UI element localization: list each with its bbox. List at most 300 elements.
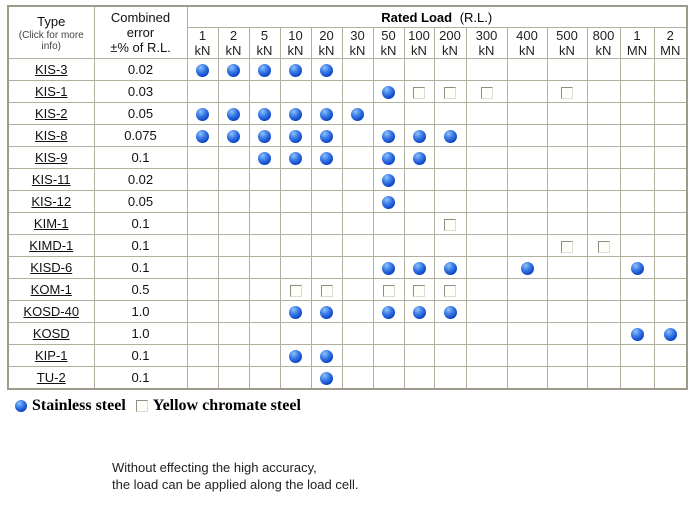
stainless-ball-icon [289, 130, 302, 143]
mark-cell [342, 301, 373, 323]
mark-cell [249, 323, 280, 345]
mark-cell [654, 301, 687, 323]
mark-cell [373, 59, 404, 81]
mark-cell [280, 301, 311, 323]
combined-error-cell: 0.02 [94, 169, 187, 191]
legend-chromate-label: Yellow chromate steel [152, 397, 301, 414]
mark-cell [280, 323, 311, 345]
mark-cell [280, 59, 311, 81]
mark-cell [587, 59, 620, 81]
mark-cell [373, 345, 404, 367]
mark-cell [373, 147, 404, 169]
mark-cell [620, 235, 654, 257]
mark-cell [507, 147, 547, 169]
mark-cell [280, 367, 311, 390]
mark-cell [507, 81, 547, 103]
mark-cell [620, 125, 654, 147]
mark-cell [218, 147, 249, 169]
mark-cell [466, 81, 507, 103]
mark-cell [587, 147, 620, 169]
type-link-kis-8[interactable]: KIS-8 [34, 128, 68, 143]
type-link-kimd-1[interactable]: KIMD-1 [29, 238, 74, 253]
mark-cell [466, 323, 507, 345]
mark-cell [404, 191, 434, 213]
mark-cell [218, 279, 249, 301]
mark-cell [620, 59, 654, 81]
table-row-kom-1 [8, 279, 687, 301]
stainless-ball-icon [196, 130, 209, 143]
type-link-tu-2[interactable]: TU-2 [36, 370, 66, 385]
chromate-square-icon [136, 400, 148, 412]
mark-cell [280, 279, 311, 301]
mark-cell [547, 279, 587, 301]
mark-cell [466, 367, 507, 390]
mark-cell [280, 125, 311, 147]
mark-cell [547, 323, 587, 345]
mark-cell [311, 169, 342, 191]
mark-cell [587, 367, 620, 390]
mark-cell [547, 169, 587, 191]
mark-cell [218, 235, 249, 257]
type-link-kosd[interactable]: KOSD [32, 326, 70, 341]
table-row-tu-2 [8, 367, 687, 390]
mark-cell [249, 147, 280, 169]
stainless-ball-icon [289, 108, 302, 121]
mark-cell [218, 191, 249, 213]
mark-cell [280, 191, 311, 213]
mark-cell [187, 191, 218, 213]
type-cell [8, 345, 94, 367]
mark-cell [547, 345, 587, 367]
mark-cell [187, 81, 218, 103]
mark-cell [507, 103, 547, 125]
chromate-square-icon [413, 87, 425, 99]
combined-error-cell: 0.075 [94, 125, 187, 147]
stainless-ball-icon [351, 108, 364, 121]
mark-cell [547, 81, 587, 103]
stainless-ball-icon [320, 306, 333, 319]
mark-cell [342, 81, 373, 103]
mark-cell [373, 323, 404, 345]
mark-cell [187, 213, 218, 235]
chromate-square-icon [561, 241, 573, 253]
stainless-ball-icon [413, 262, 426, 275]
mark-cell [434, 235, 466, 257]
stainless-ball-icon [289, 64, 302, 77]
legend-stainless-label: Stainless steel [32, 397, 126, 414]
type-link-kis-3[interactable]: KIS-3 [34, 62, 68, 77]
mark-cell [434, 81, 466, 103]
stainless-ball-icon [413, 152, 426, 165]
mark-cell [587, 125, 620, 147]
mark-cell [620, 345, 654, 367]
mark-cell [434, 169, 466, 191]
table-row-kimd-1 [8, 235, 687, 257]
mark-cell [280, 235, 311, 257]
mark-cell [404, 103, 434, 125]
mark-cell [507, 59, 547, 81]
mark-cell [434, 147, 466, 169]
column-header-2-mn: 2 MN [654, 28, 687, 59]
stainless-ball-icon [444, 306, 457, 319]
combined-error-cell: 0.1 [94, 147, 187, 169]
mark-cell [466, 103, 507, 125]
stainless-ball-icon [227, 64, 240, 77]
mark-cell [311, 213, 342, 235]
type-link-kim-1[interactable]: KIM-1 [33, 216, 69, 231]
mark-cell [187, 59, 218, 81]
mark-cell [342, 125, 373, 147]
mark-cell [280, 257, 311, 279]
type-link-kis-9[interactable]: KIS-9 [34, 150, 68, 165]
mark-cell [466, 147, 507, 169]
mark-cell [547, 103, 587, 125]
mark-cell [587, 279, 620, 301]
stainless-ball-icon [444, 130, 457, 143]
footer-line-2: the load can be applied along the load cell. [112, 477, 359, 492]
type-header-subtitle: (Click for more info) [18, 29, 84, 52]
mark-cell [654, 125, 687, 147]
mark-cell [187, 323, 218, 345]
mark-cell [404, 301, 434, 323]
mark-cell [434, 279, 466, 301]
table-row-kis-3 [8, 59, 687, 81]
chromate-square-icon [444, 87, 456, 99]
combined-error-cell: 1.0 [94, 323, 187, 345]
type-cell [8, 147, 94, 169]
error-header-line: Combined [110, 10, 171, 25]
combined-error-cell: 0.1 [94, 345, 187, 367]
type-link-kisd-6[interactable]: KISD-6 [30, 260, 73, 275]
table-row-kis-2 [8, 103, 687, 125]
mark-cell [654, 81, 687, 103]
mark-cell [547, 191, 587, 213]
mark-cell [507, 125, 547, 147]
stainless-ball-icon [320, 64, 333, 77]
type-link-kis-2[interactable]: KIS-2 [34, 106, 68, 121]
table-row-kisd-6 [8, 257, 687, 279]
mark-cell [654, 279, 687, 301]
stainless-ball-icon [413, 306, 426, 319]
table-row-kis-11 [8, 169, 687, 191]
mark-cell [587, 345, 620, 367]
table-row-kosd-40 [8, 301, 687, 323]
mark-cell [218, 367, 249, 390]
column-header-400-kn: 400 kN [507, 28, 547, 59]
mark-cell [547, 59, 587, 81]
mark-cell [466, 279, 507, 301]
mark-cell [342, 279, 373, 301]
chromate-square-icon [383, 285, 395, 297]
mark-cell [547, 125, 587, 147]
table-row-kis-12 [8, 191, 687, 213]
mark-cell [311, 279, 342, 301]
type-cell [8, 81, 94, 103]
mark-cell [587, 103, 620, 125]
mark-cell [373, 279, 404, 301]
mark-cell [187, 147, 218, 169]
stainless-ball-icon [382, 196, 395, 209]
mark-cell [342, 323, 373, 345]
combined-error-cell: 1.0 [94, 301, 187, 323]
stainless-ball-icon [258, 152, 271, 165]
column-header-500-kn: 500 kN [547, 28, 587, 59]
mark-cell [547, 235, 587, 257]
mark-cell [620, 147, 654, 169]
mark-cell [620, 279, 654, 301]
type-link-kip-1[interactable]: KIP-1 [34, 348, 68, 363]
mark-cell [187, 103, 218, 125]
mark-cell [187, 345, 218, 367]
mark-cell [249, 59, 280, 81]
mark-cell [342, 169, 373, 191]
mark-cell [434, 125, 466, 147]
table-row-kosd [8, 323, 687, 345]
mark-cell [311, 191, 342, 213]
rated-load-table [7, 5, 688, 390]
mark-cell [311, 125, 342, 147]
table-row-kim-1 [8, 213, 687, 235]
mark-cell [373, 213, 404, 235]
mark-cell [507, 169, 547, 191]
mark-cell [249, 213, 280, 235]
mark-cell [654, 59, 687, 81]
type-link-kosd-40[interactable]: KOSD-40 [23, 304, 80, 319]
mark-cell [404, 367, 434, 390]
mark-cell [311, 345, 342, 367]
mark-cell [654, 367, 687, 390]
combined-error-cell: 0.03 [94, 81, 187, 103]
mark-cell [547, 301, 587, 323]
mark-cell [620, 323, 654, 345]
column-header-300-kn: 300 kN [466, 28, 507, 59]
mark-cell [507, 279, 547, 301]
mark-cell [507, 367, 547, 390]
mark-cell [466, 257, 507, 279]
mark-cell [587, 323, 620, 345]
mark-cell [507, 235, 547, 257]
mark-cell [434, 257, 466, 279]
mark-cell [404, 257, 434, 279]
mark-cell [342, 103, 373, 125]
table-row-kis-8 [8, 125, 687, 147]
mark-cell [342, 59, 373, 81]
type-cell [8, 191, 94, 213]
mark-cell [507, 301, 547, 323]
mark-cell [587, 213, 620, 235]
mark-cell [373, 169, 404, 191]
type-link-kis-1[interactable]: KIS-1 [34, 84, 68, 99]
mark-cell [311, 147, 342, 169]
mark-cell [654, 257, 687, 279]
mark-cell [466, 345, 507, 367]
mark-cell [218, 59, 249, 81]
mark-cell [547, 257, 587, 279]
mark-cell [373, 103, 404, 125]
type-cell [8, 235, 94, 257]
mark-cell [620, 257, 654, 279]
column-header-100-kn: 100 kN [404, 28, 434, 59]
stainless-ball-icon [289, 306, 302, 319]
type-cell [8, 279, 94, 301]
type-link-kis-12[interactable]: KIS-12 [31, 194, 72, 209]
legend [15, 397, 694, 415]
combined-error-cell: 0.05 [94, 191, 187, 213]
mark-cell [404, 125, 434, 147]
stainless-ball-icon [258, 64, 271, 77]
mark-cell [466, 191, 507, 213]
chromate-square-icon [290, 285, 302, 297]
stainless-ball-icon [382, 174, 395, 187]
mark-cell [587, 169, 620, 191]
combined-error-cell: 0.1 [94, 257, 187, 279]
mark-cell [434, 301, 466, 323]
stainless-ball-icon [664, 328, 677, 341]
mark-cell [466, 59, 507, 81]
type-cell [8, 103, 94, 125]
mark-cell [373, 235, 404, 257]
mark-cell [311, 59, 342, 81]
combined-error-cell: 0.1 [94, 367, 187, 390]
mark-cell [311, 257, 342, 279]
mark-cell [434, 103, 466, 125]
mark-cell [404, 213, 434, 235]
mark-cell [218, 301, 249, 323]
mark-cell [466, 125, 507, 147]
mark-cell [547, 213, 587, 235]
stainless-ball-icon [382, 306, 395, 319]
mark-cell [654, 323, 687, 345]
type-link-kom-1[interactable]: KOM-1 [30, 282, 72, 297]
stainless-ball-icon [320, 350, 333, 363]
mark-cell [280, 81, 311, 103]
mark-cell [342, 367, 373, 390]
mark-cell [620, 81, 654, 103]
mark-cell [587, 257, 620, 279]
mark-cell [342, 191, 373, 213]
mark-cell [218, 213, 249, 235]
mark-cell [311, 323, 342, 345]
mark-cell [373, 301, 404, 323]
type-cell [8, 367, 94, 390]
stainless-ball-icon [444, 262, 457, 275]
mark-cell [404, 235, 434, 257]
mark-cell [434, 323, 466, 345]
stainless-ball-icon [382, 86, 395, 99]
type-link-kis-11[interactable]: KIS-11 [31, 172, 71, 187]
mark-cell [311, 103, 342, 125]
column-header-800-kn: 800 kN [587, 28, 620, 59]
mark-cell [373, 367, 404, 390]
mark-cell [280, 169, 311, 191]
mark-cell [249, 367, 280, 390]
mark-cell [434, 345, 466, 367]
mark-cell [187, 235, 218, 257]
mark-cell [654, 235, 687, 257]
chromate-square-icon [413, 285, 425, 297]
mark-cell [187, 367, 218, 390]
type-cell [8, 59, 94, 81]
mark-cell [218, 169, 249, 191]
mark-cell [342, 257, 373, 279]
table-row-kis-9 [8, 147, 687, 169]
combined-error-cell: 0.1 [94, 213, 187, 235]
mark-cell [654, 147, 687, 169]
mark-cell [342, 147, 373, 169]
mark-cell [620, 191, 654, 213]
column-header-200-kn: 200 kN [434, 28, 466, 59]
mark-cell [466, 169, 507, 191]
mark-cell [654, 213, 687, 235]
error-header-line: ±% of R.L. [110, 40, 171, 55]
stainless-ball-icon [289, 152, 302, 165]
type-column-header [8, 6, 94, 59]
mark-cell [342, 235, 373, 257]
mark-cell [280, 345, 311, 367]
chromate-square-icon [481, 87, 493, 99]
mark-cell [311, 235, 342, 257]
type-cell [8, 169, 94, 191]
stainless-ball-icon [289, 350, 302, 363]
mark-cell [620, 103, 654, 125]
column-header-1-mn: 1 MN [620, 28, 654, 59]
mark-cell [249, 301, 280, 323]
mark-cell [404, 323, 434, 345]
mark-cell [373, 125, 404, 147]
stainless-ball-icon [320, 130, 333, 143]
mark-cell [620, 169, 654, 191]
chromate-square-icon [444, 285, 456, 297]
mark-cell [654, 191, 687, 213]
mark-cell [187, 169, 218, 191]
mark-cell [249, 169, 280, 191]
mark-cell [434, 367, 466, 390]
mark-cell [404, 345, 434, 367]
mark-cell [654, 169, 687, 191]
mark-cell [547, 367, 587, 390]
type-cell [8, 323, 94, 345]
mark-cell [249, 191, 280, 213]
stainless-ball-icon [258, 108, 271, 121]
mark-cell [620, 367, 654, 390]
chromate-square-icon [561, 87, 573, 99]
mark-cell [620, 301, 654, 323]
mark-cell [654, 103, 687, 125]
mark-cell [280, 147, 311, 169]
stainless-ball-icon [521, 262, 534, 275]
mark-cell [620, 213, 654, 235]
mark-cell [249, 103, 280, 125]
mark-cell [404, 147, 434, 169]
mark-cell [311, 367, 342, 390]
stainless-ball-icon [382, 262, 395, 275]
type-cell [8, 213, 94, 235]
stainless-ball-icon [196, 108, 209, 121]
stainless-ball-icon [196, 64, 209, 77]
mark-cell [280, 103, 311, 125]
mark-cell [373, 81, 404, 103]
column-header-1-kn: 1 kN [187, 28, 218, 59]
combined-error-cell: 0.1 [94, 235, 187, 257]
mark-cell [218, 125, 249, 147]
mark-cell [218, 345, 249, 367]
mark-cell [654, 345, 687, 367]
stainless-ball-icon [413, 130, 426, 143]
column-header-10-kn: 10 kN [280, 28, 311, 59]
mark-cell [404, 169, 434, 191]
mark-cell [587, 81, 620, 103]
mark-cell [249, 81, 280, 103]
